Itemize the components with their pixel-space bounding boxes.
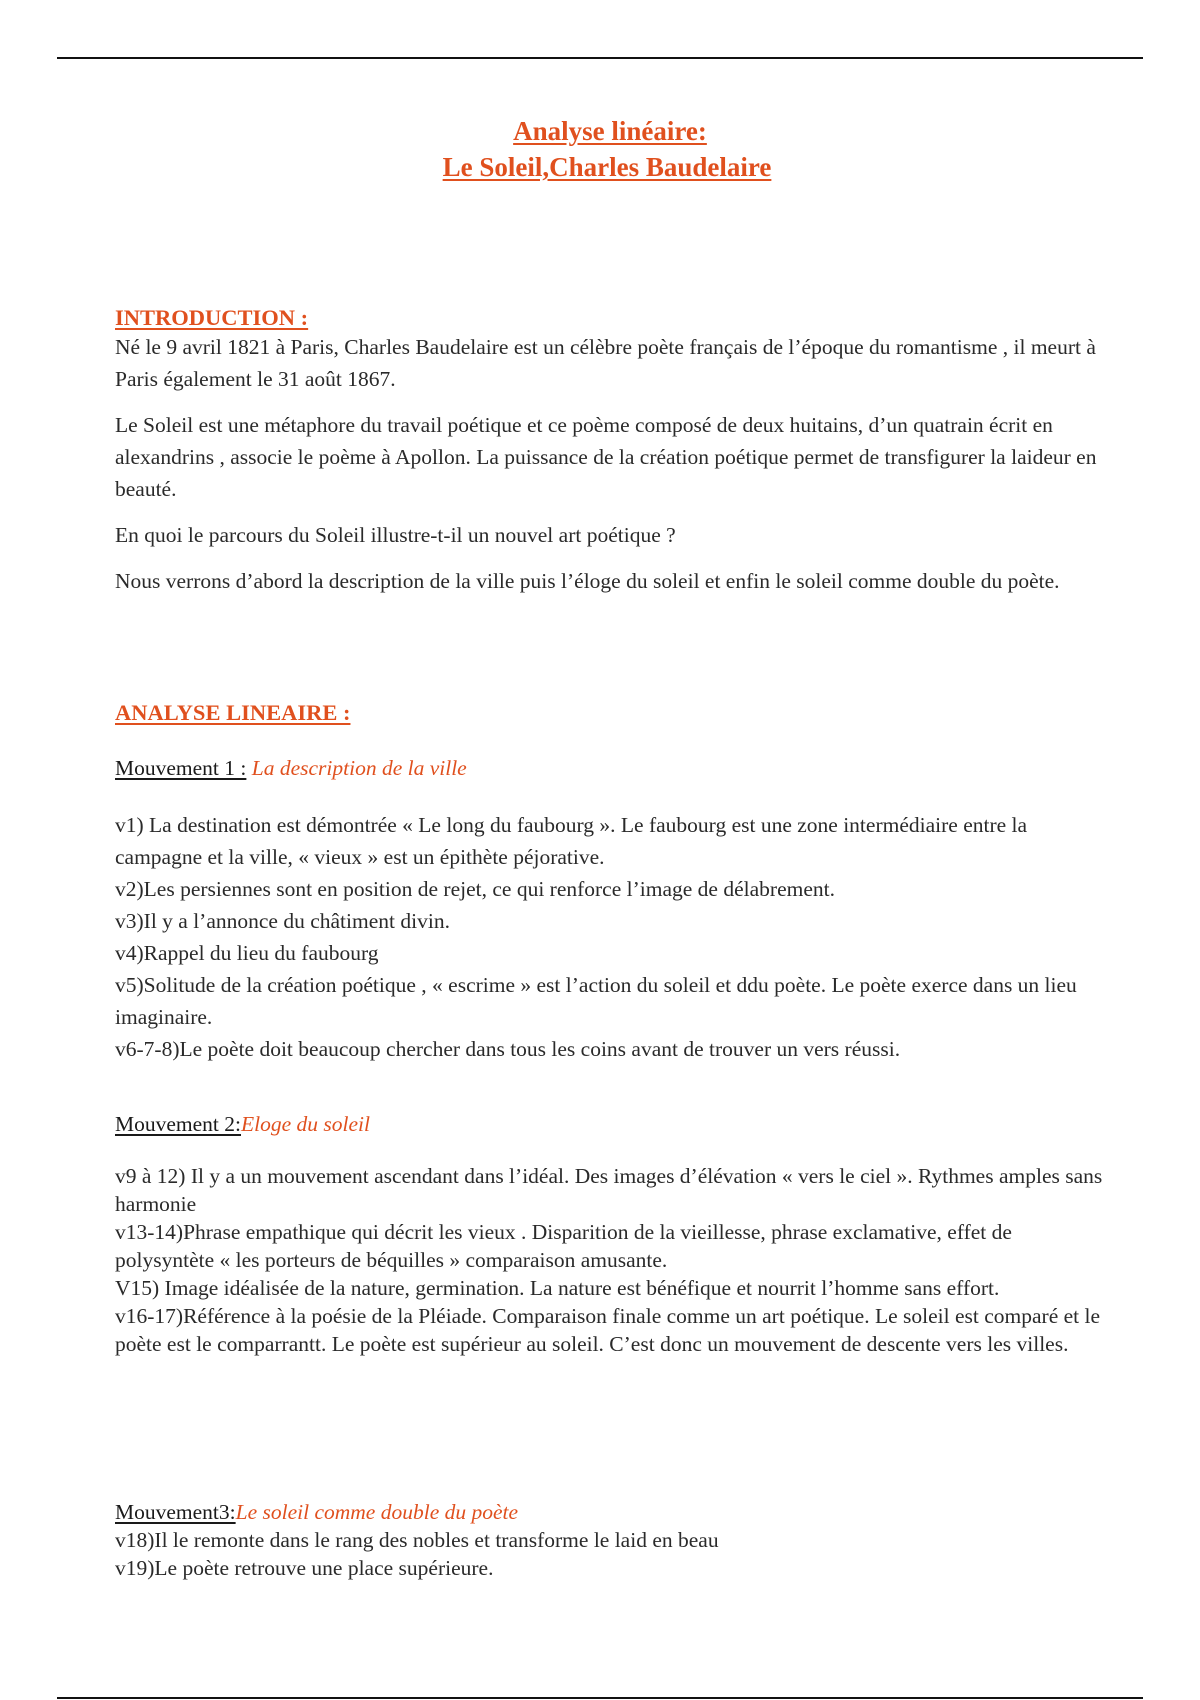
verse-note: v9 à 12) Il y a un mouvement ascendant dans l’idéal. Des images d’élévation « vers le ciel ». Rythmes amples sans harmonie <box>115 1164 1103 1216</box>
introduction-heading: INTRODUCTION : <box>115 305 309 330</box>
introduction-section <box>115 303 1115 597</box>
verse-note: v19)Le poète retrouve une place supérieure. <box>115 1556 494 1580</box>
mouvement-1-heading <box>115 752 1115 784</box>
verse-note: v16-17)Référence à la poésie de la Pléiade. Comparaison finale comme un art poétique. Le soleil est comparé et le poète est le comparrantt. Le poète est supérieur au soleil. C’est donc un mouvement de descente vers les villes. <box>115 1304 1101 1356</box>
intro-paragraph: En quoi le parcours du Soleil illustre-t-il un nouvel art poétique ? <box>115 523 676 547</box>
mouvement-2-title: Eloge du soleil <box>241 1112 370 1136</box>
verse-note: v5)Solitude de la création poétique , « escrime » est l’action du soleil et ddu poète. Le poète exerce dans un lieu imaginaire. <box>115 973 1077 1029</box>
mouvement-3-title: Le soleil comme double du poète <box>235 1500 519 1524</box>
title-line-1: Analyse linéaire: <box>513 116 707 146</box>
title-line-2: Le Soleil,Charles Baudelaire <box>442 152 772 182</box>
mouvement-3-section <box>115 1498 1115 1582</box>
intro-paragraph: Le Soleil est une métaphore du travail poétique et ce poème composé de deux huitains, d’un quatrain écrit en alexandrins , associe le poème à Apollon. La puissance de la création poétique permet de transfigurer la laideur en beauté. <box>115 413 1097 501</box>
verse-note: v18)Il le remonte dans le rang des nobles et transforme le laid en beau <box>115 1528 719 1552</box>
verse-note: V15) Image idéalisée de la nature, germination. La nature est bénéfique et nourrit l’homme sans effort. <box>115 1276 1000 1300</box>
bottom-rule <box>57 1697 1143 1699</box>
intro-paragraph: Nous verrons d’abord la description de la ville puis l’éloge du soleil et enfin le soleil comme double du poète. <box>115 569 1060 593</box>
verse-note: v3)Il y a l’annonce du châtiment divin. <box>115 909 450 933</box>
mouvement-3-heading <box>115 1498 1115 1526</box>
mouvement-2-heading <box>115 1108 1115 1140</box>
verse-note: v1) La destination est démontrée « Le long du faubourg ». Le faubourg est une zone intermédiaire entre la campagne et la ville, « vieux » est un épithète péjorative. <box>115 813 1028 869</box>
verse-note: v6-7-8)Le poète doit beaucoup chercher dans tous les coins avant de trouver un vers réussi. <box>115 1037 901 1061</box>
mouvement-1-title: La description de la ville <box>251 756 467 780</box>
analyse-heading-wrap <box>115 698 1115 728</box>
mouvement-3-label: Mouvement3: <box>115 1500 236 1524</box>
mouvement-2-section <box>115 1108 1115 1358</box>
verse-note: v2)Les persiennes sont en position de rejet, ce qui renforce l’image de délabrement. <box>115 877 835 901</box>
verse-note: v13-14)Phrase empathique qui décrit les vieux . Disparition de la vieillesse, phrase exclamative, effet de polysyntète « les porteurs de béquilles » comparaison amusante. <box>115 1220 1012 1272</box>
top-rule <box>57 57 1143 59</box>
intro-paragraph: Né le 9 avril 1821 à Paris, Charles Baudelaire est un célèbre poète français de l’époque du romantisme , il meurt à Paris également le 31 août 1867. <box>115 335 1096 391</box>
mouvement-1-lines <box>115 809 1115 1065</box>
document-title <box>0 113 1200 185</box>
mouvement-2-label: Mouvement 2: <box>115 1112 241 1136</box>
mouvement-1-label: Mouvement 1 : <box>115 756 247 780</box>
mouvement-1-section <box>115 752 1115 1065</box>
mouvement-2-lines <box>115 1162 1115 1358</box>
analyse-heading: ANALYSE LINEAIRE : <box>115 700 351 725</box>
verse-note: v4)Rappel du lieu du faubourg <box>115 941 379 965</box>
